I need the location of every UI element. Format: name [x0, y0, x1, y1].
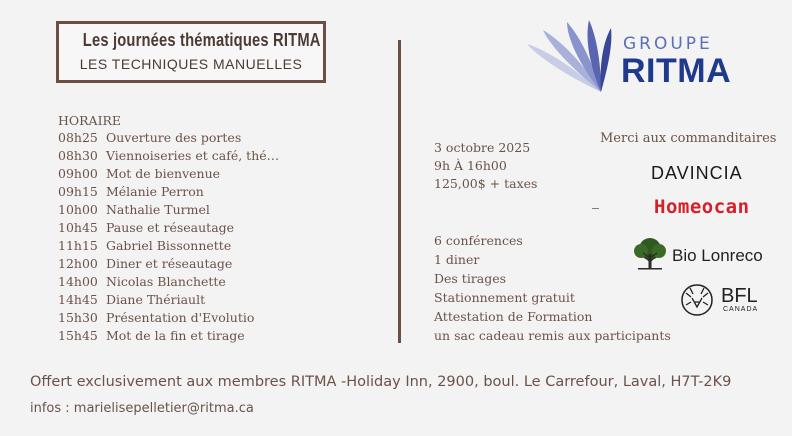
schedule-label: Viennoiseries et café, thé…	[105, 148, 280, 163]
schedule-label: Présentation d'Evolutio	[105, 310, 255, 325]
feature-item: Attestation de Formation	[434, 309, 593, 324]
logo-ritma-text: RITMA	[621, 52, 732, 90]
schedule-label: Diane Thériault	[105, 292, 206, 307]
schedule-time: 12h00	[58, 256, 98, 271]
bfl-canada-logo	[678, 283, 778, 317]
schedule-label: Gabriel Bissonnette	[105, 238, 232, 253]
schedule-row	[58, 237, 308, 255]
vertical-divider	[398, 40, 401, 343]
bfl-text: BFL	[721, 285, 758, 307]
schedule-header: HORAIRE	[58, 113, 122, 128]
schedule-time: 09h00	[58, 166, 98, 181]
schedule-row	[58, 291, 308, 309]
schedule-time: 15h30	[58, 310, 98, 325]
schedule-time: 10h00	[58, 202, 98, 217]
event-price: 125,00$ + taxes	[434, 176, 538, 191]
event-details	[434, 139, 537, 193]
schedule-row	[58, 183, 308, 201]
feature-item: un sac cadeau remis aux participants	[434, 328, 671, 343]
lion-icon	[678, 283, 716, 317]
event-date: 3 octobre 2025	[434, 140, 531, 155]
schedule-label: Mot de bienvenue	[105, 166, 221, 181]
davincia-logo: DAVINCIA	[651, 163, 743, 183]
schedule-row	[58, 201, 308, 219]
event-hours: 9h À 16h00	[434, 158, 507, 173]
schedule-row	[58, 327, 308, 345]
schedule-row	[58, 309, 308, 327]
dash-divider	[592, 208, 599, 209]
feature-item: 1 diner	[434, 252, 480, 267]
bio-lonreco-logo	[632, 236, 782, 272]
schedule-label: Mot de la fin et tirage	[105, 328, 245, 343]
schedule-time: 09h15	[58, 184, 98, 199]
schedule-label: Nathalie Turmel	[105, 202, 210, 217]
sponsors-heading: Merci aux commanditaires	[600, 131, 777, 146]
schedule-row	[58, 219, 308, 237]
bfl-canada-text: CANADA	[723, 306, 759, 313]
feature-item: Stationnement gratuit	[434, 290, 575, 305]
schedule-time: 11h15	[58, 238, 98, 253]
event-title: Les journées thématiques RITMA	[82, 30, 321, 50]
schedule-row	[58, 129, 308, 147]
schedule-row	[58, 255, 308, 273]
schedule-label: Mélanie Perron	[105, 184, 204, 199]
schedule-time: 14h00	[58, 274, 98, 289]
schedule-row	[58, 273, 308, 291]
schedule-label: Diner et réseautage	[105, 256, 233, 271]
tree-icon	[632, 236, 668, 272]
schedule-row	[58, 147, 308, 165]
footer-contact[interactable]: infos : marielisepelletier@ritma.ca	[30, 401, 254, 416]
bio-lonreco-text: Bio Lonreco	[672, 246, 763, 265]
schedule-label: Ouverture des portes	[105, 130, 242, 145]
schedule	[58, 112, 308, 345]
feature-item: 6 conférences	[434, 233, 523, 248]
schedule-label: Nicolas Blanchette	[105, 274, 226, 289]
schedule-time: 15h45	[58, 328, 98, 343]
schedule-label: Pause et réseautage	[105, 220, 235, 235]
schedule-time: 08h25	[58, 130, 98, 145]
schedule-time: 08h30	[58, 148, 98, 163]
schedule-time: 10h45	[58, 220, 98, 235]
ritma-fan-icon	[525, 14, 625, 98]
schedule-row	[58, 165, 308, 183]
event-subtitle: LES TECHNIQUES MANUELLES	[79, 56, 303, 72]
title-box	[56, 21, 326, 83]
feature-item: Des tirages	[434, 271, 507, 286]
homeocan-logo: Homeocan	[654, 196, 750, 218]
groupe-ritma-logo	[525, 14, 765, 98]
schedule-time: 14h45	[58, 292, 98, 307]
logo-groupe-text: GROUPE	[623, 34, 713, 54]
footer-venue: Offert exclusivement aux membres RITMA -Holiday Inn, 2900, boul. Le Carrefour, Laval, H7T-2K9	[30, 374, 732, 390]
